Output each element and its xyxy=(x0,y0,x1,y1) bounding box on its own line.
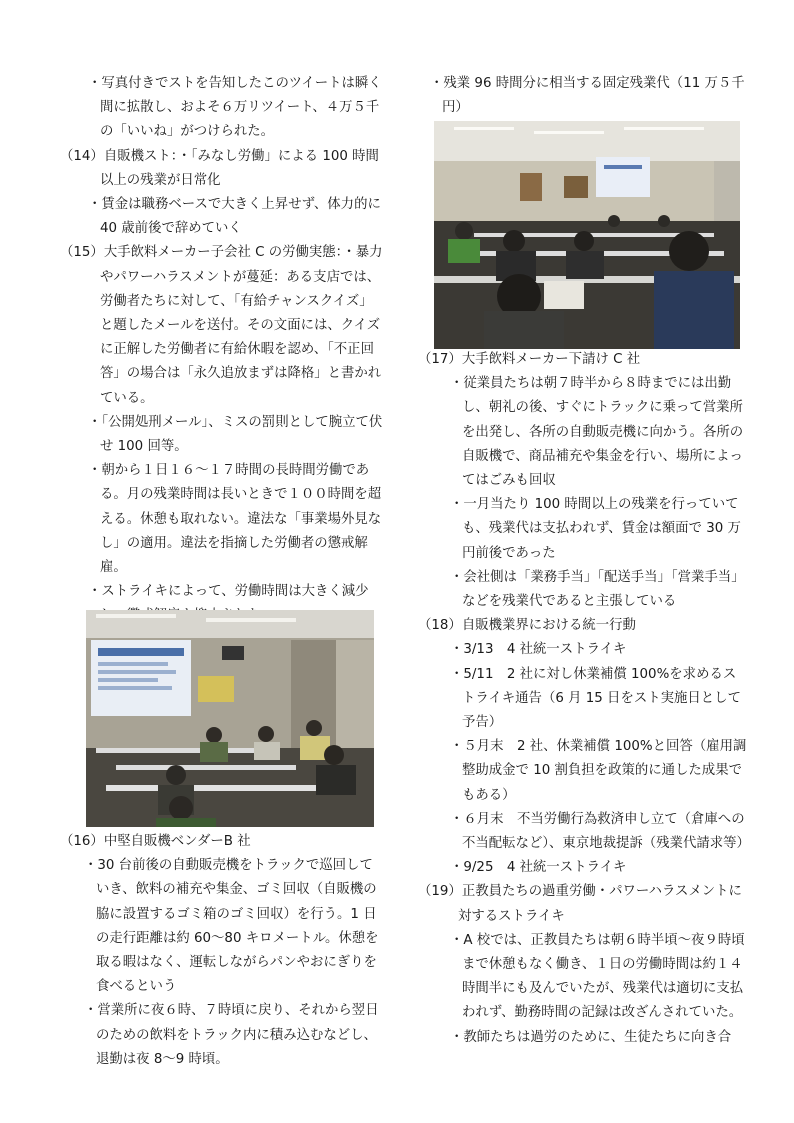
paragraph: ・A 校では、正教員たちは朝６時半頃～夜９時頃まで休憩もなく働き、１日の労働時間は約１４時間半にも及んでいたが、残業代は適切に支払われず、勤務時間の記録は改ざんされていた。 xyxy=(450,932,745,1021)
section-heading-16: （16）中堅自販機ベンダーB 社 xyxy=(60,834,251,849)
paragraph: ・教師たちは過労のために、生徒たちに向き合 xyxy=(450,1029,732,1045)
right-top-text xyxy=(418,72,748,120)
paragraph: ・会社側は「業務手当」「配送手当」「営業手当」などを残業代であると主張している xyxy=(450,569,745,610)
paragraph: ・9/25 4 社統一ストライキ xyxy=(450,860,627,876)
paragraph: ・ストライキによって、労働時間は大きく減少 xyxy=(88,584,369,600)
left-top-text xyxy=(60,72,386,629)
paragraph: ・営業所に夜６時、７時頃に戻り、それから翌日のための飲料をトラック内に積み込むなどし、退勤は夜 8～9 時頃。 xyxy=(84,1003,379,1067)
paragraph: ・5/11 2 社に対し休業補償 100%を求めるストライキ通告（6 月 15 日をスト実施日として予告） xyxy=(450,666,741,731)
section-heading-18: （18）自販機業界における統一行動 xyxy=(418,618,636,634)
meeting-photo-right xyxy=(434,121,740,349)
paragraph: ・30 台前後の自動販売機をトラックで巡回していき、飲料の補充や集金、ゴミ回収（自販機の脇に設置するゴミ箱のゴミ回収）を行う。1 日の走行距離は約 60～80 キロメートル。休憩を取る暇はなく、運転しながらパンやおにぎりを食べるという xyxy=(84,858,379,995)
section-heading-17: （17）大手飲料メーカー下請け C 社 xyxy=(418,352,641,367)
section-heading-15: （15）大手飲料メーカー子会社 C の労働実態：・暴力やパワーハラスメントが蔓延：ある支店では、労働者たちに対して、「有給チャンスクイズ」と題したメールを送付。その文面には、クイズに正解した労働者に有給休暇を認め、「不正回答」の場合は「永久追放まずは降格」と書かれている。 xyxy=(60,245,383,406)
paragraph: ・一月当たり 100 時間以上の残業を行っていても、残業代は支払われず、賃金は額面で 30 万円前後であった xyxy=(450,497,741,561)
left-bottom-text xyxy=(60,830,386,1072)
left-column xyxy=(60,72,386,629)
paragraph: ・６月末 不当労働行為救済申し立て（倉庫への不当配転など）、東京地裁提訴（残業代請求等） xyxy=(450,811,750,852)
section-heading-19: （19）正教員たちの過重労働・パワーハラスメントに対するストライキ xyxy=(418,884,742,924)
right-body-text xyxy=(418,348,748,1050)
paragraph: ・3/13 4 社統一ストライキ xyxy=(450,642,627,658)
paragraph: ・従業員たちは朝７時半から８時までには出勤し、朝礼の後、すぐにトラックに乗って営業所を出発し、各所の自動販売機に向かう。各所の自販機で、商品補充や集金を行い、場所によってはごみも回収 xyxy=(450,376,744,489)
section-heading-14: （14）自販機スト：・「みなし労働」による 100 時間以上の残業が日常化 xyxy=(60,148,379,188)
paragraph: ・残業 96 時間分に相当する固定残業代（11 万５千円） xyxy=(430,76,745,116)
meeting-photo-left xyxy=(86,610,374,827)
paragraph: ・賃金は職務ベースで大きく上昇せず、体力的に 40 歳前後で辞めていく xyxy=(88,197,381,237)
paragraph: ・５月末 2 社、休業補償 100%と回答（雇用調整助成金で 10 割負担を政策的に通した成果でもある） xyxy=(450,739,747,803)
paragraph: ・「公開処刑メール」、ミスの罰則として腕立て伏せ 100 回等。 xyxy=(88,414,383,455)
paragraph: ・写真付きでストを告知したこのツイートは瞬く間に拡散し、およそ６万リツイート、４万５千の「いいね」がつけられた。 xyxy=(88,76,382,140)
paragraph: ・朝から１日１６～１７時間の長時間労働である。月の残業時間は長いときで１００時間を超える。休憩も取れない。違法な「事業場外見なし」の適用。違法を指摘した労働者の懲戒解雇。 xyxy=(88,463,382,576)
